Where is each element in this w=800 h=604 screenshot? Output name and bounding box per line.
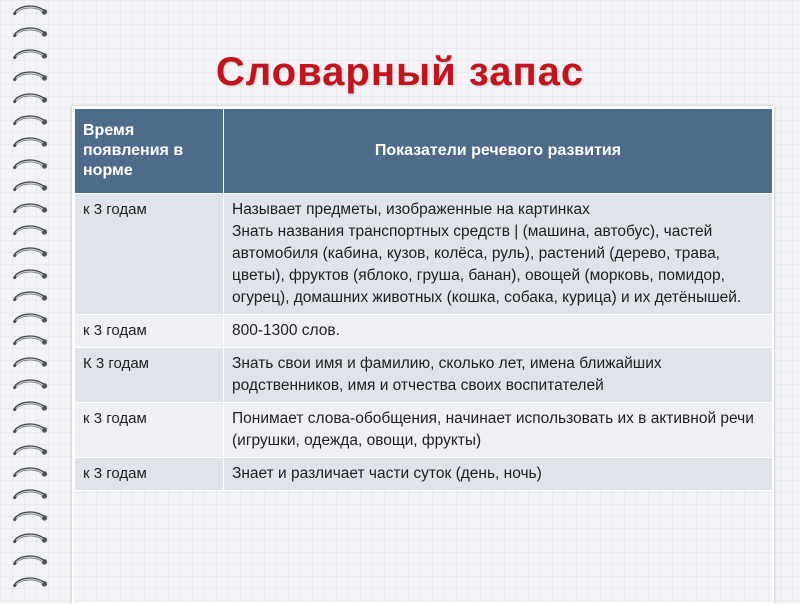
spiral-ring-icon xyxy=(8,180,58,194)
spiral-ring-icon xyxy=(8,202,58,216)
page-title: Словарный запас xyxy=(215,50,585,94)
spiral-ring-icon xyxy=(8,312,58,326)
spiral-ring-icon xyxy=(8,136,58,150)
spiral-ring-icon xyxy=(8,554,58,568)
spiral-ring-icon xyxy=(8,576,58,590)
vocabulary-table xyxy=(72,106,774,604)
spiral-ring-icon xyxy=(8,510,58,524)
row-indicator: Знает и различает части суток (день, ночь) xyxy=(224,458,773,491)
table-header-row xyxy=(75,109,773,194)
row-indicator: 800-1300 слов. xyxy=(224,315,773,348)
row-age: к 3 годам xyxy=(75,315,224,348)
table-row xyxy=(75,458,773,491)
spiral-ring-icon xyxy=(8,114,58,128)
spiral-ring-icon xyxy=(8,466,58,480)
spiral-ring-icon xyxy=(8,422,58,436)
table-row xyxy=(75,403,773,458)
spiral-ring-icon xyxy=(8,224,58,238)
spiral-ring-icon xyxy=(8,356,58,370)
header-indicators: Показатели речевого развития xyxy=(224,109,773,194)
spiral-ring-icon xyxy=(8,400,58,414)
row-indicator: Понимает слова-обобщения, начинает использовать их в активной речи (игрушки, одежда, овощи, фрукты) xyxy=(224,403,773,458)
table-row xyxy=(75,194,773,315)
vocabulary-table-grid xyxy=(74,108,773,491)
spiral-ring-icon xyxy=(8,26,58,40)
indicator-line: Знать названия транспортных средств | (машина, автобус), частей автомобиля (кабина, кузов, колёса, руль), растений (дерево, трава, цветы), фруктов (яблоко, груша, банан), овощей (морковь, помидор, огурец), домашних животных (кошка, собака, курица) и их детёнышей. xyxy=(232,223,742,306)
spiral-ring-icon xyxy=(8,290,58,304)
spiral-ring-icon xyxy=(8,268,58,282)
spiral-ring-icon xyxy=(8,246,58,260)
header-time: Время появления в норме xyxy=(75,109,224,194)
spiral-ring-icon xyxy=(8,444,58,458)
spiral-ring-icon xyxy=(8,532,58,546)
row-age: К 3 годам xyxy=(75,348,224,403)
row-age: к 3 годам xyxy=(75,403,224,458)
spiral-ring-icon xyxy=(8,158,58,172)
row-indicator: Знать свои имя и фамилию, сколько лет, имена ближайших родственников, имя и отчества своих воспитателей xyxy=(224,348,773,403)
table-row xyxy=(75,348,773,403)
spiral-ring-icon xyxy=(8,334,58,348)
table-row xyxy=(75,315,773,348)
spiral-ring-icon xyxy=(8,378,58,392)
row-age: к 3 годам xyxy=(75,458,224,491)
spiral-ring-icon xyxy=(8,488,58,502)
row-indicator xyxy=(224,194,773,315)
spiral-ring-icon xyxy=(8,4,58,18)
indicator-line: Называет предметы, изображенные на картинках xyxy=(232,201,590,218)
row-age: к 3 годам xyxy=(75,194,224,315)
